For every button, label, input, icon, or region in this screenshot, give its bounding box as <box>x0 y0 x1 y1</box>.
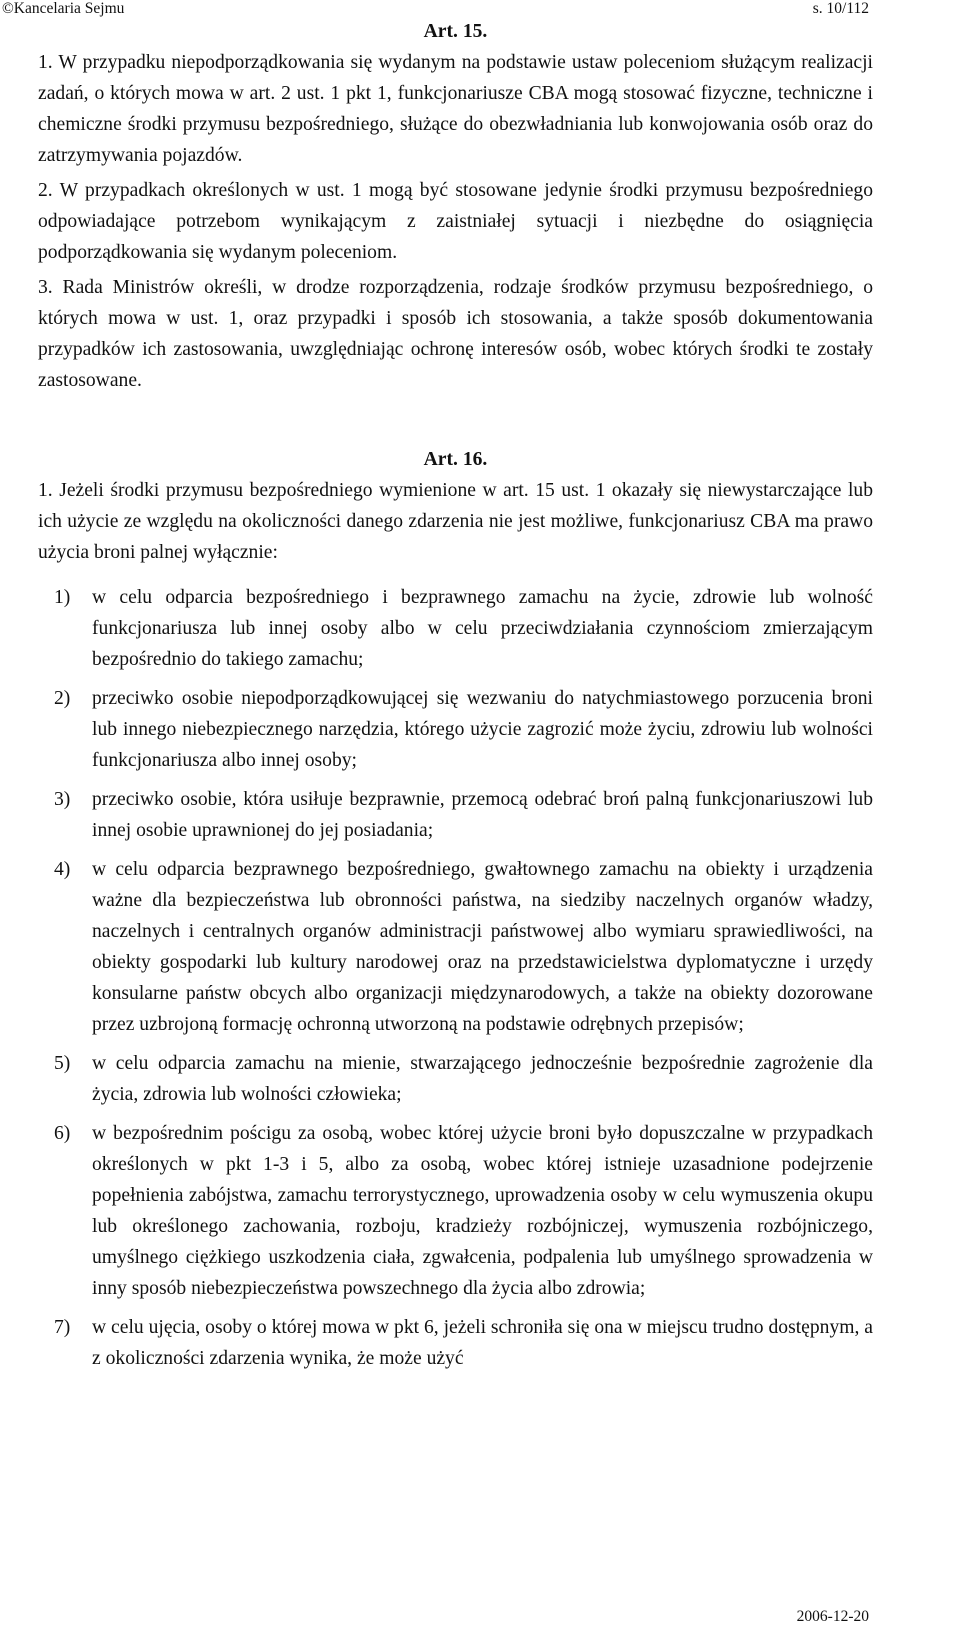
list-item <box>38 1312 873 1374</box>
list-item-number: 4) <box>54 859 71 880</box>
document-body <box>38 16 873 1382</box>
article-16-title: Art. 16. <box>423 449 488 470</box>
article-16-paragraph-1: 1. Jeżeli środki przymusu bezpośredniego wymienione w art. 15 ust. 1 okazały się niewystarczające lub ich użycie ze względu na okoliczności danego zdarzenia nie jest możliwe, funkcjonariusz CBA ma prawo użycia broni palnej wyłącznie: <box>38 480 873 563</box>
list-item <box>38 683 873 776</box>
list-item-text: w celu odparcia bezprawnego bezpośredniego, gwałtownego zamachu na obiekty i urządzenia ważne dla bezpieczeństwa lub obronności państwa, na siedziby naczelnych organów władzy, naczelnych i centralnych organów administracji państwowej albo wymiaru sprawiedliwości, na obiekty gospodarki lub kultury narodowej oraz na przedstawicielstwa dyplomatyczne i urzędy konsularne państw obcych albo organizacji międzynarodowych, a także na obiekty dozorowane przez uzbrojoną formację ochronną utworzoną na podstawie odrębnych przepisów; <box>92 859 873 1035</box>
list-item <box>38 582 873 675</box>
header-copyright: ©Kancelaria Sejmu <box>2 0 125 17</box>
list-item-number: 5) <box>54 1053 71 1074</box>
article-15-paragraph-3: 3. Rada Ministrów określi, w drodze rozporządzenia, rodzaje środków przymusu bezpośredniego, o których mowa w ust. 1, oraz przypadki i sposób ich stosowania, a także sposób dokumentowania przypadków ich zastosowania, uwzględniając ochronę interesów osób, wobec których środki te zostały zastosowane. <box>38 277 873 391</box>
article-15-paragraph-2: 2. W przypadkach określonych w ust. 1 mogą być stosowane jedynie środki przymusu bezpośredniego odpowiadające potrzebom wynikającym z zaistniałej sytuacji i niezbędne do osiągnięcia podporządkowania się wydanym poleceniom. <box>38 180 873 263</box>
list-item-text: w celu odparcia bezpośredniego i bezprawnego zamachu na życie, zdrowie lub wolność funkcjonariusza lub innej osoby albo w celu przeciwdziałania czynnościom zmierzającym bezpośrednio do takiego zamachu; <box>92 587 873 670</box>
list-item-number: 3) <box>54 789 71 810</box>
article-15-paragraph-1: 1. W przypadku niepodporządkowania się wydanym na podstawie ustaw poleceniom służącym realizacji zadań, o których mowa w art. 2 ust. 1 pkt 1, funkcjonariusze CBA mogą stosować fizyczne, techniczne i chemiczne środki przymusu bezpośredniego, służące do obezwładniania lub konwojowania osób oraz do zatrzymywania pojazdów. <box>38 52 873 166</box>
list-item-number: 2) <box>54 688 71 709</box>
list-item-text: przeciwko osobie, która usiłuje bezprawnie, przemocą odebrać broń palną funkcjonariuszowi lub innej osobie uprawnionej do jej posiadania; <box>92 789 873 841</box>
list-item-text: w celu ujęcia, osoby o której mowa w pkt 6, jeżeli schroniła się ona w miejscu trudno dostępnym, a z okoliczności zdarzenia wynika, że może użyć <box>92 1317 873 1369</box>
list-item-number: 7) <box>54 1317 71 1338</box>
list-item-number: 6) <box>54 1123 71 1144</box>
article-15-title: Art. 15. <box>423 21 488 42</box>
article-16-points-list <box>38 582 873 1374</box>
list-item <box>38 1048 873 1110</box>
list-item-text: w celu odparcia zamachu na mienie, stwarzającego jednocześnie bezpośrednie zagrożenie dla życia, zdrowia lub wolności człowieka; <box>92 1053 873 1105</box>
page-number: s. 10/112 <box>812 0 869 17</box>
list-item-text: w bezpośrednim pościgu za osobą, wobec której użycie broni było dopuszczalne w przypadkach określonych w pkt 1-3 i 5, albo za osobą, wobec której istnieje uzasadnione podejrzenie popełnienia zabójstwa, zamachu terrorystycznego, uprowadzenia osoby w celu wymuszenia okupu lub określonego zachowania, rozboju, kradzieży rozbójniczej, wymuszenia rozbójniczego, umyślnego ciężkiego uszkodzenia ciała, zgwałcenia, podpalenia lub umyślnego sprowadzenia w inny sposób niebezpieczeństwa powszechnego dla życia albo zdrowia; <box>92 1123 873 1299</box>
list-item-text: przeciwko osobie niepodporządkowującej się wezwaniu do natychmiastowego porzucenia broni lub innego niebezpiecznego narzędzia, którego użycie zagrozić może życiu, zdrowiu lub wolności funkcjonariusza albo innej osoby; <box>92 688 873 771</box>
footer-date: 2006-12-20 <box>796 1608 869 1625</box>
list-item <box>38 784 873 846</box>
list-item <box>38 1118 873 1304</box>
list-item-number: 1) <box>54 587 71 608</box>
list-item <box>38 854 873 1040</box>
